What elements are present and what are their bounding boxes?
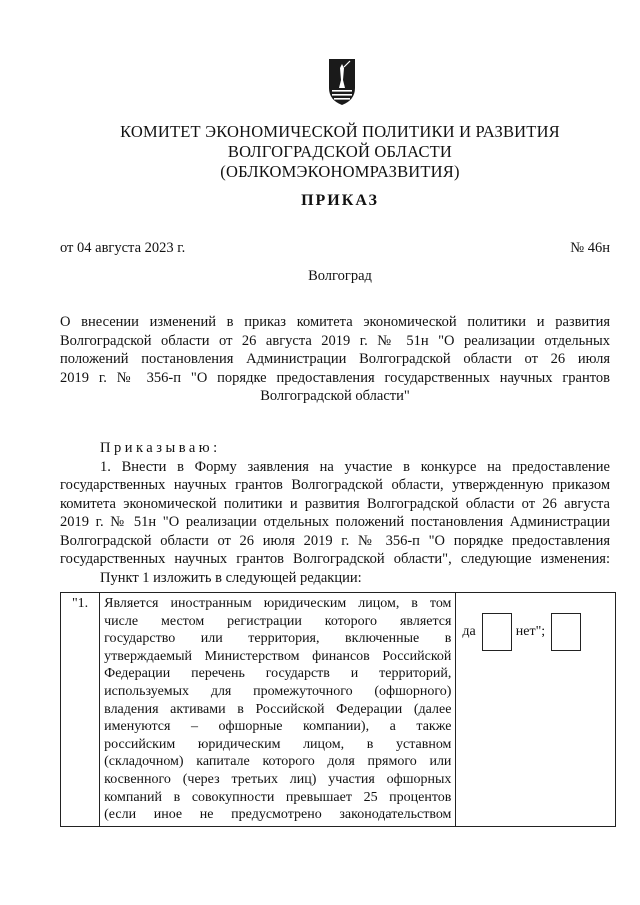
clause-table bbox=[60, 592, 616, 827]
committee-name-line2: ВОЛГОГРАДСКОЙ ОБЛАСТИ bbox=[227, 142, 453, 161]
clause-text-line: числе местом регистрации которого является bbox=[104, 613, 452, 629]
coat-of-arms-emblem bbox=[328, 58, 356, 106]
order-body bbox=[60, 439, 610, 587]
subject-line: 2019 г. № 356-п "О порядке предоставления государственных научных грантов bbox=[60, 369, 610, 386]
clause-text-line: именуются – офшорные компании), а также bbox=[104, 719, 452, 735]
order-subject bbox=[60, 313, 610, 406]
subject-line: Волгоградской области" bbox=[260, 388, 410, 404]
clause-text-line: (складочном) капитале которого доля прямого или bbox=[104, 754, 452, 770]
clause-text-line: государство или территория, включенные в bbox=[104, 631, 452, 647]
clause-text-line: используемых для промежуточного (офшорного) bbox=[104, 683, 452, 699]
clause-text-line: владения активами в Российской Федерации (далее bbox=[104, 701, 452, 717]
point-instruction: Пункт 1 изложить в следующей редакции: bbox=[100, 569, 362, 586]
clause-text-line: (если иное не предусмотрено законодательством bbox=[104, 807, 452, 823]
clause-text-line: Федерации перечень государств и территорий, bbox=[104, 666, 452, 682]
paragraph-line: комитета экономической политики и развития Волгоградской области от 26 августа bbox=[60, 495, 610, 512]
paragraph-line: 2019 г. № 51н "О реализации отдельных положений постановления Администрации bbox=[60, 514, 610, 530]
clause-text-line: российским юридическим лицом, в уставном bbox=[104, 736, 452, 752]
yes-checkbox[interactable] bbox=[482, 613, 512, 651]
paragraph-line: Волгоградской области от 26 июля 2019 г. № 356-п "О порядке предоставления bbox=[60, 532, 610, 549]
clause-text-line: компаний в совокупности превышает 25 процентов bbox=[104, 789, 452, 805]
no-label: нет"; bbox=[515, 624, 546, 639]
paragraph-line: государственных научных грантов Волгоградской области", следующие изменения: bbox=[60, 551, 610, 567]
clause-text-line: Является иностранным юридическим лицом, в том bbox=[104, 596, 452, 611]
clause-text bbox=[100, 593, 456, 827]
yes-no-cell bbox=[456, 593, 616, 827]
no-checkbox[interactable] bbox=[551, 613, 581, 651]
yes-no-options bbox=[460, 613, 611, 651]
committee-name-line1: КОМИТЕТ ЭКОНОМИЧЕСКОЙ ПОЛИТИКИ И РАЗВИТИЯ bbox=[120, 122, 560, 141]
city: Волгоград bbox=[308, 268, 372, 284]
table-row bbox=[61, 593, 616, 827]
committee-abbrev: (ОБЛКОМЭКОНОМРАЗВИТИЯ) bbox=[220, 162, 460, 181]
clause-text-line: утверждаемый Министерством финансов Российской bbox=[104, 648, 452, 664]
subject-line: О внесении изменений в приказ комитета экономической политики и развития bbox=[60, 314, 610, 330]
paragraph-line: государственных научных грантов Волгоградской области, утвержденную приказом bbox=[60, 477, 610, 493]
yes-label: да bbox=[462, 624, 476, 639]
subject-line: положений постановления Администрации Волгоградской области от 26 июля bbox=[60, 351, 610, 367]
order-word: Приказываю: bbox=[100, 440, 221, 456]
document-type: ПРИКАЗ bbox=[301, 192, 379, 209]
order-date: от 04 августа 2023 г. bbox=[60, 240, 186, 256]
clause-text-line: косвенного (через третьих лиц) участия офшорных bbox=[104, 771, 452, 787]
clause-number: "1. bbox=[61, 593, 100, 827]
paragraph-line: 1. Внести в Форму заявления на участие в конкурсе на предоставление bbox=[100, 458, 610, 475]
subject-line: Волгоградской области от 26 августа 2019 г. № 51н "О реализации отдельных bbox=[60, 332, 610, 349]
order-number: № 46н bbox=[570, 240, 610, 256]
